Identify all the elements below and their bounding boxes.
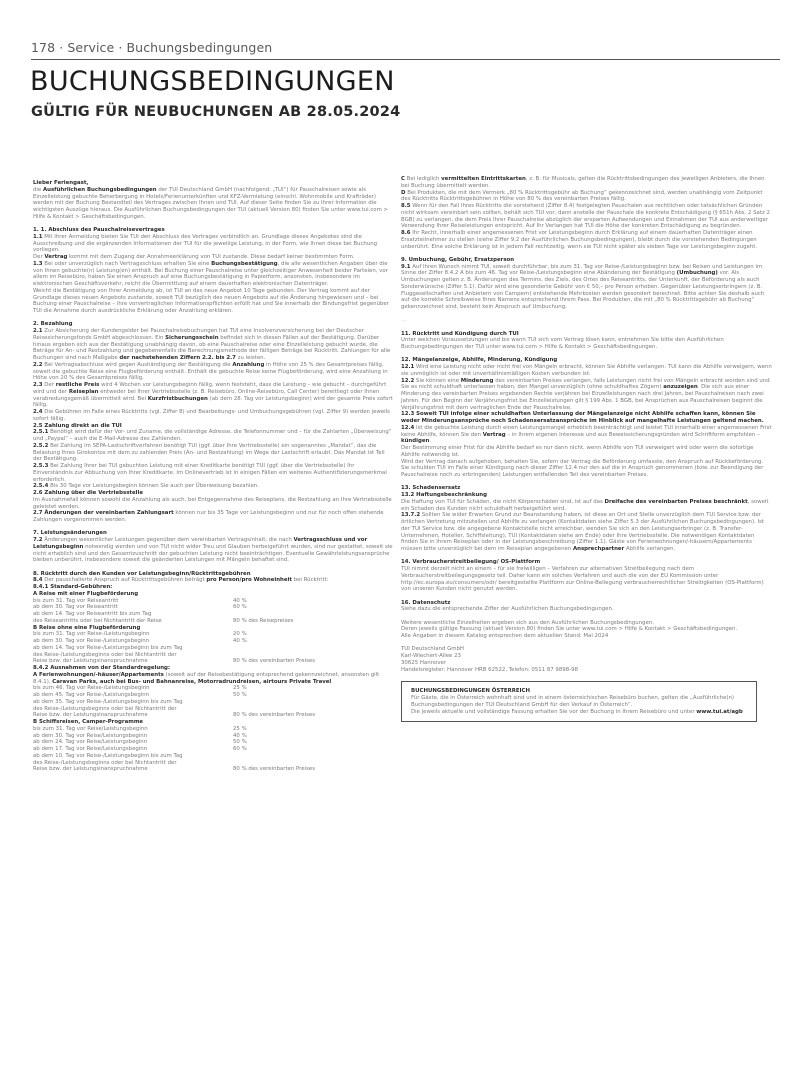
text: bei Rücktritt:: [291, 577, 329, 584]
text: Auf Ihren Wunsch nimmt TUI, soweit durchführbar, bis zum 31. Tag vor Reise-/Leistungsbeginn bzw. bei Reisen und Leistungen im Sinne der Ziffer 8.4.2 A bis zum 46. Tag vor Reise-/Leistungsbeginn eine Abänderung der Bestätigung: [401, 263, 763, 277]
fee-period: ab dem 30. Tag vor Reise/Leistungsbeginn: [33, 732, 148, 739]
section-title: 13. Schadensersatz: [401, 485, 461, 492]
section-title: 1. 1. Abschluss des Pauschalreisevertrages: [33, 227, 165, 233]
company-address: [401, 646, 773, 673]
fee-value: 80 % des vereinbarten Preises: [233, 712, 316, 719]
clause-number: 13.7.2: [401, 512, 421, 519]
fee-value: [233, 611, 393, 618]
clause-number: 1.3: [33, 260, 43, 267]
text: , soweit ein Schaden des Kunden nicht schuldhaft herbeigeführt wird.: [401, 498, 769, 512]
text: Bis 30 Tage vor Leistungsbeginn können Sie auch per Überweisung bezahlen.: [48, 483, 259, 490]
text: Zur Absicherung der Kundengelder bei Pauschalreisebuchungen hat TUI eine Insolvenzversicherung bei der Deutscher Reisesicherungsfonds GmbH abgeschlossen. Ein: [33, 328, 365, 341]
fee-period: bis zum 31. Tag vor Reiseantritt: [33, 597, 119, 604]
clause-number: 2.5.3: [33, 463, 49, 469]
clause-13-7-2: [401, 512, 773, 553]
text: Sollten Sie wider Erwarten Grund zur Beanstandung haben, ist diese an Ort und Stelle unverzüglich dem TUI Service bzw. der örtlichen Vertretung mitzuteilen und Abhilfe zu verlangen (Kontaktdaten siehe Ziffer 5.3 der Ausführlichen Buchungsbedingungen). Ist der TUI Service bzw. die angegebene Kontaktstelle nicht erreichbar, wenden Sie sich an den Leistungserbringer (z. B. Transfer-Unternehmen, Hotelier, Schiffsleitung), TUI (Kontaktdaten siehe am Ende) oder Ihre Vertriebsstelle. Die notwendigen Kontaktdaten finden Sie in Ihrem Reiseplan oder in der Leistungsbeschreibung (Ziffer 1.1). Gäste von Ferienwohnungen/-häusern/Appartements müssen bitte unverzüglich bei dem im Reiseplan angegebenen: [401, 512, 764, 552]
clause-number: 8.6: [401, 230, 411, 236]
breadcrumb: 178 · Service · Buchungsbedingungen: [31, 40, 273, 55]
intro: [33, 180, 393, 221]
closing-line: Alle Angaben in diesem Katalog entsprechen dem aktuellen Stand: Mai 2024: [401, 633, 609, 639]
text: Benötigt wird dafür der Vor- und Zuname, die vollständige Adresse, die Telefonnummer und – für die Zahlarten „Überweisung“ und „Paypal“ – auch die E-Mail-Adresse des Zahlenden.: [33, 429, 392, 442]
section-11: [401, 331, 773, 351]
fee-group-title: A Reise mit einer Flugbeförderung: [33, 590, 139, 597]
section-7: [33, 530, 393, 564]
clause-2-5-4: [33, 483, 393, 490]
bold-text: Dreifache des vereinbarten Preises beschränkt: [604, 498, 748, 505]
section-title: 11. Rücktritt und Kündigung durch TUI: [401, 330, 519, 337]
fee-group-title: B Schiffsreisen, Camper-Programme: [33, 719, 144, 725]
text: Bei lediglich: [404, 176, 442, 182]
clause-2-2: [33, 362, 393, 382]
clause-7-2: [33, 537, 393, 564]
text: (soweit auf der Reisebestätigung entsprechend gekennzeichnet, ansonsten gilt 8.4.1),: [33, 671, 380, 685]
fee-table-b: [33, 631, 393, 665]
clause-14: TUI nimmt derzeit nicht an einem – für sie freiwilligen – Verfahren zur alternativen Streitbeilegung nach dem Verbraucherstreitbeilegungsgesetz teil. Daher kann ein solches Verfahren und auch die von der EU Kommission unter http://ec.europa.eu/consumers/odr/ bereitgestellte Plattform zur Online-Beilegung verbraucherrechtlicher Streitigkeiten (OS-Plattform) von unseren Kunden nicht genutzt werden.: [401, 566, 764, 593]
section-title: 12. Mängelanzeige, Abhilfe, Minderung, Kündigung: [401, 357, 558, 364]
fee-value: 25 %: [233, 685, 247, 692]
clause-2-4: [33, 409, 393, 423]
text: Der: [33, 254, 45, 260]
fee-value: 60 %: [233, 746, 247, 752]
clause-number: 2.4: [33, 409, 43, 415]
clause-number: 12.2: [401, 377, 415, 384]
fee-value: [233, 760, 393, 767]
fee-row: [33, 618, 393, 625]
fee-period: des Reiseantritts oder bei Nichtantritt der Reise: [33, 617, 162, 624]
fee-value: 40 %: [233, 597, 247, 604]
subsection-title: 2.6 Zahlung über die Vertriebsstelle: [33, 490, 143, 496]
fee-period: ab dem 10. Tag vor Reise-/Leistungsbeginn bis zum Tag: [33, 752, 183, 759]
clause-c: [401, 176, 773, 190]
fee-value: 40 %: [233, 732, 247, 739]
text: Der pauschalierte Anspruch auf Rücktrittsgebühren beträgt: [42, 577, 207, 584]
fee-row: [33, 598, 393, 605]
text: entweder bei Ihrer Vertriebsstelle (z. B. Reisebüro, Online-Reisebüro, Call Center) bereitliegt oder Ihnen verabredungsgemäß übermittelt wird. Bei: [33, 388, 380, 402]
fee-row: [33, 638, 393, 645]
fee-row: [33, 753, 393, 760]
clause-11: Unter welchen Voraussetzungen und bis wann TUI sich vom Vertrag lösen kann, entnehmen Sie bitte den Ausführlichen Buchungsbedingungen der TUI unter www.tui.com > Hilfe & Kontakt > Geschäftsbedingungen.: [401, 337, 724, 350]
clause-12-3: 12.3 Soweit TUI infolge einer schuldhaften Unterlassung der Mängelanzeige nicht Abhilfe schaffen kann, können Sie weder Minderungsansprüche noch Schadensersatzansprüche im Hinblick auf mangelhafte Leistungen geltend machen.: [401, 411, 764, 424]
clause-2-1: [33, 328, 393, 362]
subsection-title: 2.5 Zahlung direkt an die TUI: [33, 422, 122, 429]
text: , z. B. für Musicals, gelten die Rücktrittsbedingungen des jeweiligen Anbieters, die Ihnen bei Buchung übermittelt werden.: [401, 176, 765, 189]
fee-period: bis zum 31. Tag vor Reise-/Leistungsbeginn: [33, 631, 150, 638]
clause-8-5: [401, 203, 773, 230]
clause-12-4: [401, 425, 773, 445]
fee-row: [33, 631, 393, 638]
company-street: Karl-Wiechert-Allee 23: [401, 653, 461, 659]
fee-row: [33, 746, 393, 753]
fee-period: ab dem 24. Tag vor Reise/Leistungsbeginn: [33, 739, 148, 746]
fee-row: [33, 739, 393, 746]
section-title: 16. Datenschutz: [401, 599, 451, 606]
closing-line: Weitere wesentliche Einzelheiten ergeben sich aus den Ausführlichen Buchungsbedingungen.: [401, 619, 654, 626]
clause-vertrag: [33, 254, 393, 261]
section-14: [401, 559, 773, 593]
fee-group-title: B Reise ohne eine Flugbeförderung: [33, 624, 141, 631]
fee-value: 25 %: [233, 725, 247, 732]
austria-info-box: [401, 681, 757, 722]
text: Bei oder unverzüglich nach Vertragsschluss erhalten Sie eine: [42, 260, 212, 267]
text: Der: [42, 382, 56, 388]
fee-period: des Reise-/Leistungsbeginns oder bei Nichtantritt der: [33, 705, 177, 712]
fee-period: Reise bzw. der Leistungsinanspruchnahme: [33, 766, 148, 773]
clause-d: [401, 190, 773, 204]
fee-period: bis zum 31. Tag vor Reise/Leistungsbeginn: [33, 725, 148, 732]
text: befindet sich in diesen Fällen auf der Bestätigung. Darüber hinaus ergeben sich aus der Bestätigung unabhängig davon, ob eine Pauschalreise oder eine Einzelleistung gebucht wurde, die Beträge für An- und Restzahlung und gegebenenfalls die Berechnungsmethode der fälligen Beträge bei Rücktritt. Zahlungen für alle Buchungen sind nach Maßgabe: [33, 334, 391, 361]
fee-value: [233, 652, 393, 659]
text: Bei Vertragsabschluss wird gegen Aushändigung der Bestätigung die: [42, 361, 233, 368]
section-1: [33, 227, 393, 315]
clause-number: C: [401, 176, 405, 182]
section-title: 14. Verbraucherstreitbeilegung/ OS-Plattform: [401, 559, 541, 566]
text: in Höhe von 25 % des Gesamtpreises fällig, soweit die gebuchte Reise eine Flugbeförderung enthält. Enthält die gebuchte Reise keine Flugbeförderung, wird eine Anzahlung in Höhe von 20 % des Gesamtpreises fällig.: [33, 361, 388, 382]
clause-abweichung: Weicht die Bestätigung von Ihrer Anmeldung ab, ist TUI an das neue Angebot 10 Tage gebunden. Der Vertrag kommt auf der Grundlage dieses neuen Angebots zustande, soweit TUI bezüglich des neuen Angebots auf die Änderung hingewiesen und – bei Buchung einer Pauschalreise – ihre vorvertraglichen Informationspflichten erfüllt hat und Sie innerhalb der Bindungsfrist gegenüber TUI die Annahme durch ausdrückliche Erklärung oder Anzahlung erklären.: [33, 287, 389, 314]
text: Die Haftung von TUI für Schäden, die nicht Körperschäden sind, ist auf das: [401, 498, 605, 505]
text: Bei Zahlung im SEPA-Lastschriftverfahren benötigt TUI (ggf. über Ihre Vertriebsstelle) ein sogenanntes „Mandat“, das die Belastung Ihres Girokontos mit dem zu zahlenden Preis (An- und Restzahlung) im Wege der Lastschrift erlaubt. Das Mandat ist Teil der Bestätigung.: [33, 442, 385, 463]
bold-text: Vertragsschluss und vor Leistungsbeginn: [33, 537, 368, 550]
fee-period: bis zum 46. Tag vor Reise-/Leistungsbeginn: [33, 685, 150, 692]
section-2: [33, 321, 393, 524]
subsection-title: 8.4.2 Ausnahmen von der Standardregelung:: [33, 665, 171, 671]
text: Ihr Recht, innerhalb einer angemessenen Frist vor Leistungsbeginn durch Erklärung auf einem dauerhaften Datenträger einen Ersatzteilnehmer zu stellen (siehe Ziffer 9.2 der Ausführlichen Buchungsbedingungen), bleibt durch die vorstehenden Bedingungen unberührt. Eine solche Erklärung ist in jedem Fall rechtzeitig, wenn sie TUI nicht später als sieben Tage vor Leistungsbeginn zugeht.: [401, 230, 758, 250]
section-16: [401, 600, 773, 614]
fee-period: des Reise-/Leistungsbeginns oder bei Nichtantritt der: [33, 759, 177, 766]
text: (ab dem 28. Tag vor Leistungsbeginn) wird der gesamte Preis sofort fällig.: [33, 395, 393, 409]
fee-value: [233, 699, 393, 706]
fee-row: [33, 760, 393, 767]
clause-number: 9.1: [401, 263, 411, 270]
clause-number: 12.1: [401, 364, 415, 370]
fee-row: [33, 733, 393, 740]
clause-2-7: [33, 510, 393, 524]
agb-link[interactable]: www.tui.at/agb: [696, 708, 743, 715]
fee-row: [33, 692, 393, 699]
clause-1-3: [33, 261, 393, 288]
clause-2-5-1: [33, 429, 393, 443]
fee-row: [33, 706, 393, 713]
text: .: [429, 438, 432, 445]
clause-16: Siehe dazu die entsprechende Ziffer der Ausführlichen Buchungsbedingungen.: [401, 606, 614, 613]
text: kommt mit dem Zugang der Annahmeerklärung von TUI zustande. Diese bedarf keiner bestimmten Form.: [67, 254, 355, 260]
bold-text: Reiseplan: [68, 388, 99, 395]
text: Ist die gebuchte Leistung durch einen Leistungsmangel erheblich beeinträchtigt und leistet TUI innerhalb einer angemessenen Frist keine Abhilfe, können Sie den: [401, 424, 772, 438]
company-name: TUI Deutschland GmbH: [401, 646, 464, 653]
fee-row: [33, 604, 393, 611]
closing: [401, 620, 773, 640]
fee-value: [233, 645, 393, 652]
austria-box-title: BUCHUNGSBEDINGUNGEN ÖSTERREICH: [411, 688, 531, 695]
company-city: 30625 Hannover: [401, 659, 447, 666]
intro-text: [33, 187, 393, 221]
bold-text: Anzahlung: [232, 361, 265, 368]
fee-row: [33, 645, 393, 652]
text: . Die sich aus einer Minderung des vereinbarten Preises ergebenden Rechte verjähren bei Einzelleistungen nach drei Jahren, bei Pauschalreisen nach zwei Jahren. Für den Beginn der Verjährungsfrist bei Einzelleistungen gilt § 199 Abs. 1 BGB, bei Ansprüchen aus Pauschalreisen beginnt die Verjährungsfrist mit dem vertraglichen Ende der Pauschalreise.: [401, 384, 764, 411]
fee-row: [33, 699, 393, 706]
subsection-title: 13.2 Haftungsbeschränkung: [401, 492, 488, 498]
section-13: [401, 485, 773, 553]
clause-number: 2.5.4: [33, 483, 49, 490]
text: vor. Als Umbuchungen gelten z. B. Änderungen des Termins, des Ziels, des Ortes des Reiseantritts, der Unterkunft, der Beförderung als auch Sonderwünsche (Ziffer 5.1). Dafür wird eine gesonderte Gebühr von € 50,– pro Person erhoben. Gegenüber Leistungserbringern (z. B. Fluggesellschaften und Anbietern von Campern) entstehende Mehrkosten werden gesondert berechnet. Bitte achten Sie deshalb auch auf die korrekte Schreibweise Ihres Namens entsprechend Ihrem Pass. Bei Produkten, die mit „80 % Rücktrittsgebühr ab Buchung“ gekennzeichnet sind, besteht kein Anspruch auf Umbuchung.: [401, 270, 765, 310]
clause-number: D: [401, 189, 406, 196]
page-subtitle: GÜLTIG FÜR NEUBUCHUNGEN AB 28.05.2024: [31, 104, 401, 120]
fee-row: [33, 726, 393, 733]
text: Mit Ihrer Anmeldung bieten Sie TUI den Abschluss des Vertrages verbindlich an. Grundlage dieses Angebotes sind die Ausschreibung und die ergänzenden Informationen der TUI für die jeweilige Leistung, in der Form, wie Ihnen diese bei Buchung vorliegen.: [33, 233, 378, 254]
section-title: 8. Rücktritt durch den Kunden vor Leistungsbeginn/Rücktrittsgebühren: [33, 570, 251, 577]
bold-text: Vertrag: [482, 431, 506, 438]
section-9: [401, 257, 773, 311]
fee-value: 20 %: [233, 631, 247, 638]
text: der TUI Deutschland GmbH (nachfolgend: „TUI“) für Pauschalreisen sowie als Einzelleistung gebuchte Beherbergung in Hotels/Ferienunterkünften und KFZ-Vermietung (einschl. Wohnmobile und Krafträder) werden mit der Buchung Bestandteil des Vertrages zwischen Ihnen und TUI. Auf dieser Seite finden Sie zu Ihrer Information die wichtigsten Auszüge hieraus. Die Ausführlichen Buchungsbedingungen der TUI (aktuell Version 80) finden Sie unter www.tui.com > Hilfe & Kontakt > Geschäftsbedingungen.: [33, 186, 389, 220]
fee-table-d: [33, 726, 393, 773]
fee-value: 80 % des Reisepreises: [233, 617, 294, 624]
bold-text: (Umbuchung): [676, 270, 718, 277]
text: , die alle wesentlichen Angaben über die von Ihnen gebuchte(n) Leistung(en) enthält. Bei Buchung einer Pauschalreise unter gleichzeitiger Anwesenheit beider Parteien, vor allem im Reisebüro, haben Sie einen Anspruch auf eine Buchungsbestätigung in Papierform, ansonsten, insbesondere im elektronischen Geschäftsverkehr, reicht die Übermittlung auf einem dauerhaften elektronischen Datenträger.: [33, 260, 388, 287]
bold-text: vermittelten Eintrittskarten: [441, 176, 526, 182]
ellipsis: ...: [401, 317, 407, 324]
clause-2-6: Im Ausnahmefall können sowohl die Anzahlung als auch, bei Entgegennahme des Reiseplans, die Restzahlung an Ihre Vertriebsstelle geleistet werden.: [33, 496, 392, 510]
fee-period: ab dem 14. Tag vor Reiseantritt bis zum Tag: [33, 611, 152, 617]
bold-text: Ansprechpartner: [572, 546, 625, 552]
text: Die jeweils aktuelle und vollständige Fassung erhalten Sie vor der Buchung in Ihrem Reisebüro und unter: [411, 708, 697, 715]
bold-text: Kurzfristbuchungen: [147, 395, 208, 402]
fee-value: 50 %: [233, 692, 247, 698]
text: notwendig werden und von TUI nicht wider Treu und Glauben herbeigeführt wurden, sind nur gestattet, soweit sie nicht erheblich sind und den Gesamtzuschnitt der gebuchten Leistung nicht beeinträchtigen. Eventuelle Gewährleistungsansprüche bleiben unberührt, insbesondere soweit die geänderten Leistungen mit Mängeln behaftet sind.: [33, 543, 393, 564]
fee-row: [33, 766, 393, 773]
austria-box-text: Für Gäste, die in Österreich wohnhaft sind und in einem österreichischen Reisebüro buchen, gelten die „Ausführliche(n) Buchungsbedingungen der TUI Deutschland GmbH für den Verkauf in Österreich“.: [411, 695, 735, 708]
clause-12-4b: Der Bestimmung einer Frist für die Abhilfe bedarf es nur dann nicht, wenn Abhilfe von TUI verweigert wird oder wenn die sofortige Abhilfe notwendig ist.: [401, 445, 754, 458]
text: Wird eine Leistung nicht oder nicht frei von Mängeln erbracht, können Sie Abhilfe verlangen. TUI kann die Abhilfe verweigern, wenn sie unmöglich ist oder mit unverhältnismäßigen Kosten verbunden ist.: [401, 364, 772, 377]
section-8: [33, 571, 393, 774]
clause-2-5-3: [33, 463, 393, 483]
austria-box-text: [411, 709, 747, 716]
clause-number: 2.5.2: [33, 442, 49, 449]
fee-period: ab dem 30. Tag vor Reise-/Leistungsbeginn: [33, 638, 150, 644]
page-title: BUCHUNGSBEDINGUNGEN: [30, 66, 395, 97]
text: können nur bis 35 Tage vor Leistungsbeginn und nur für noch offen stehende Zahlungen vorgenommen werden.: [33, 510, 384, 523]
fee-row: [33, 685, 393, 692]
closing-line: Deren jeweils gültige Fassung (aktuell Version 80) finden Sie unter www.tui.com > Hilfe & Kontakt > Geschäftsbedingungen.: [401, 626, 738, 633]
text: zu leisten.: [235, 355, 266, 361]
text: Abhilfe verlangen.: [624, 546, 676, 552]
text: Bei Zahlung Ihrer bei TUI gebuchten Leistung mit einer Kreditkarte benötigt TUI (ggf. über die Vertriebsstelle) Ihr Einverständnis zur Abbuchung von Ihrer Kreditkarte. Im Onlinevertrieb ist in einigen Fällen ein weiteres Authentifizierungsmerkmal erforderlich.: [33, 463, 387, 483]
left-column: [33, 180, 393, 780]
text: wird 4 Wochen vor Leistungsbeginn fällig, wenn feststeht, dass die Leistung – wie gebucht – durchgeführt wird und der: [33, 382, 387, 395]
fee-value: 60 %: [233, 604, 247, 611]
header-rule: [31, 59, 780, 60]
fee-row: [33, 611, 393, 618]
bold-text: pro Person/pro Wohneinheit: [206, 577, 292, 584]
fee-period: ab dem 35. Tag vor Reise-/Leistungsbeginn bis zum Tag: [33, 698, 183, 705]
clause-number: 8.4: [33, 577, 43, 584]
bold-text: Sicherungsschein: [165, 334, 219, 341]
clause-13-2: [401, 499, 773, 513]
bold-text: Ausführlichen Buchungsbedingungen: [42, 186, 157, 193]
text: – in Ihrem eigenen Interesse und aus Beweissicherungsgründen wird Schriftform empfohlen –: [505, 431, 760, 438]
clause-8-6: [401, 230, 773, 250]
bold-text: Caravan Parks, auch bei Bus- und Bahnanreise, Motorradrundreisen, airtours Private Travel: [52, 678, 332, 685]
fee-table-c: [33, 685, 393, 719]
fee-row: [33, 712, 393, 719]
fee-period: Reise bzw. der Leistungsinanspruchnahme: [33, 658, 148, 665]
section-12: [401, 357, 773, 479]
fee-period: ab dem 14. Tag vor Reise-/Leistungsbeginn bis zum Tag: [33, 644, 183, 651]
fee-period: des Reise-/Leistungsbeginns oder bei Nichtantritt der: [33, 651, 177, 658]
clause-2-5-2: [33, 443, 393, 463]
bold-text: restliche Preis: [55, 382, 100, 388]
clause-number: 2.1: [33, 328, 43, 334]
bold-text: Vertrag: [44, 254, 68, 260]
exception-a: [33, 672, 393, 686]
fee-row: [33, 652, 393, 659]
clause-2-3: [33, 382, 393, 409]
clause-1-1: [33, 234, 393, 254]
fee-value: 80 % des vereinbarten Preises: [233, 766, 316, 773]
subsection-title: 8.4.1 Standard-Gebühren:: [33, 584, 113, 590]
section-title: 7. Leistungsänderungen: [33, 530, 107, 537]
clause-number: 2.3: [33, 382, 43, 388]
fee-value: [233, 753, 393, 760]
clause-number: 12.4: [401, 424, 415, 431]
bold-text: Buchungsbestätigung: [211, 260, 278, 267]
clause-number: 1.1: [33, 233, 43, 240]
clause-12-4c: Wird der Vertrag danach aufgehoben, behalten Sie, sofern der Vertrag die Beförderung umfasste, den Anspruch auf Rückbeförderung. Sie schulden TUI im Falle einer Kündigung nach dieser Ziffer 12.4 nur den auf die in Anspruch genommenen (bzw. zur Beendigung der Pauschalreise noch zu erbringenden) Leistungen entfallenden Teil des vereinbarten Preises.: [401, 458, 764, 478]
section-title: 2. Bezahlung: [33, 321, 73, 328]
bold-text: der nachstehenden Ziffern 2.2. bis 2.7: [119, 355, 236, 361]
fee-row: [33, 658, 393, 665]
fee-period: Reise bzw. der Leistungsinanspruchnahme: [33, 712, 148, 719]
text: Sie können eine: [414, 377, 461, 384]
clause-12-1: [401, 364, 773, 378]
fee-table-a: [33, 598, 393, 625]
clause-9-1: [401, 264, 773, 311]
fee-value: 80 % des vereinbarten Preises: [233, 658, 316, 665]
fee-period: ab dem 45. Tag vor Reise-/Leistungsbeginn: [33, 692, 150, 698]
clause-8-4: [33, 577, 393, 584]
text: Die Gebühren im Falle eines Rücktritts (vgl. Ziffer 8) und Bearbeitungs- und Umbuchungsgebühren (vgl. Ziffer 9) werden jeweils sofort fällig.: [33, 409, 390, 422]
right-column: [401, 176, 773, 722]
company-register: Handelsregister: Hannover HRB 62522, Telefon: 0511 87 9898-98: [401, 666, 578, 673]
text: Bei Produkten, die mit dem Vermerk „80 % Rücktrittsgebühr ab Buchung“ gekennzeichnet sind, werden unabhängig vom Zeitpunkt des Rücktritts Rücktrittsgebühren in Höhe von 80 % des vereinbarten Preises fällig.: [401, 189, 763, 203]
clause-12-2: [401, 378, 773, 412]
text: die: [33, 186, 43, 193]
clause-number: 2.2: [33, 361, 43, 368]
clause-number: 2.5.1: [33, 429, 49, 436]
text: Änderungen wesentlicher Leistungen gegenüber dem vereinbarten Vertragsinhalt, die nach: [42, 537, 294, 543]
bold-text: 2.7 Änderungen der vereinbarten Zahlungsart: [33, 510, 174, 517]
section-title: 9. Umbuchung, Gebühr, Ersatzperson: [401, 256, 515, 263]
greeting: Lieber Feriengast,: [33, 180, 89, 186]
bold-text: anzuzeigen: [663, 384, 698, 391]
fee-value: 50 %: [233, 739, 247, 746]
fee-value: 40 %: [233, 638, 247, 644]
bold-text: A Ferienwohnungen/-häuser/Appartements: [33, 671, 164, 678]
bold-text: kündigen: [401, 438, 430, 445]
clause-number: 7.2: [33, 537, 43, 543]
fee-value: [233, 706, 393, 713]
text: Wenn für den Fall Ihres Rücktritts die vorstehend (Ziffer 8.4) festgelegten Pauschalen aus rechtlichen oder tatsächlichen Gründen nicht wirksam vereinbart sein sollten, behält sich TUI vor, dann anstelle der Pauschale die konkrete Entschädigung (§ 651h Abs. 2 Satz 2 BGB) zu verlangen, die dem Preis Ihrer Pauschalreise abzüglich der ersparten Aufwendungen und Einnahmen der TUI aus anderweitiger Verwendung Ihrer Reiseleistungen entspricht. Auf Ihr Verlangen hat TUI die Höhe der konkreten Entschädigung zu begründen.: [401, 203, 770, 230]
text: des vereinbarten Preises verlangen, falls Leistungen nicht frei von Mängeln erbracht worden sind und Sie es nicht schuldhaft unterlassen haben, den Mangel unverzüglich (ohne schuldhaftes Zögern): [401, 377, 770, 391]
fee-period: ab dem 30. Tag vor Reiseantritt: [33, 604, 118, 611]
fee-period: ab dem 17. Tag vor Reise/Leistungsbeginn: [33, 746, 148, 752]
section-8-cont: [401, 176, 773, 250]
bold-text: Minderung: [460, 377, 494, 384]
clause-number: 8.5: [401, 203, 411, 209]
